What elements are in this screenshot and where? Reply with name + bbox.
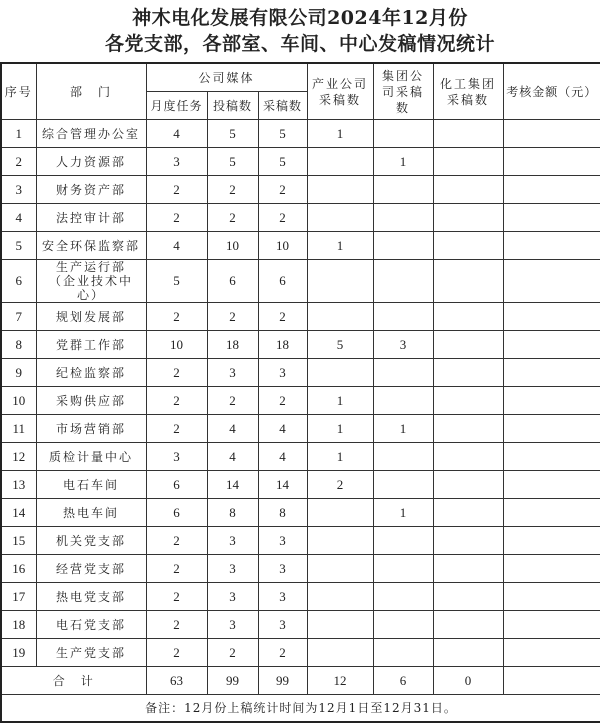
- chem-group-adopted-cell: [433, 471, 503, 499]
- assessment-amount-cell: [503, 260, 600, 303]
- submitted-cell: 3: [207, 611, 258, 639]
- adopted-cell: 2: [258, 303, 307, 331]
- seq-cell: 1: [1, 120, 36, 148]
- group-adopted-cell: 3: [373, 331, 433, 359]
- header-chem-group-adopted: 化工集团采稿数: [433, 63, 503, 120]
- monthly-task-cell: 2: [146, 204, 207, 232]
- group-adopted-cell: [373, 120, 433, 148]
- table-row: [1, 120, 600, 148]
- submitted-cell: 8: [207, 499, 258, 527]
- chem-group-adopted-cell: [433, 639, 503, 667]
- industry-adopted-cell: [307, 555, 373, 583]
- table-row: [1, 527, 600, 555]
- monthly-task-cell: 2: [146, 415, 207, 443]
- submitted-cell: 3: [207, 359, 258, 387]
- total-chem-group-adopted-cell: 0: [433, 667, 503, 695]
- submitted-cell: 3: [207, 527, 258, 555]
- monthly-task-cell: 10: [146, 331, 207, 359]
- industry-adopted-cell: 1: [307, 387, 373, 415]
- industry-adopted-cell: [307, 260, 373, 303]
- adopted-cell: 14: [258, 471, 307, 499]
- header-adopted: 采稿数: [258, 92, 307, 120]
- table-row: [1, 260, 600, 303]
- adopted-cell: 3: [258, 583, 307, 611]
- seq-cell: 3: [1, 176, 36, 204]
- group-adopted-cell: [373, 232, 433, 260]
- dept-cell: 党群工作部: [36, 331, 146, 359]
- document-title: [0, 0, 600, 63]
- seq-cell: 6: [1, 260, 36, 303]
- submitted-cell: 3: [207, 583, 258, 611]
- monthly-task-cell: 4: [146, 232, 207, 260]
- total-label: 合 计: [1, 667, 146, 695]
- seq-cell: 14: [1, 499, 36, 527]
- monthly-task-cell: 4: [146, 120, 207, 148]
- assessment-amount-cell: [503, 443, 600, 471]
- submitted-cell: 4: [207, 415, 258, 443]
- assessment-amount-cell: [503, 331, 600, 359]
- adopted-cell: 3: [258, 359, 307, 387]
- note-row: [1, 695, 600, 723]
- table-row: [1, 359, 600, 387]
- dept-cell: 电石党支部: [36, 611, 146, 639]
- table-row: [1, 331, 600, 359]
- table-row: [1, 232, 600, 260]
- chem-group-adopted-cell: [433, 359, 503, 387]
- seq-cell: 11: [1, 415, 36, 443]
- table-row: [1, 555, 600, 583]
- industry-adopted-cell: [307, 148, 373, 176]
- header-submitted: 投稿数: [207, 92, 258, 120]
- adopted-cell: 3: [258, 611, 307, 639]
- dept-cell: 电石车间: [36, 471, 146, 499]
- table-row: [1, 387, 600, 415]
- chem-group-adopted-cell: [433, 499, 503, 527]
- group-adopted-cell: [373, 303, 433, 331]
- group-adopted-cell: [373, 359, 433, 387]
- total-group-adopted-cell: 6: [373, 667, 433, 695]
- table-row: [1, 639, 600, 667]
- assessment-amount-cell: [503, 639, 600, 667]
- chem-group-adopted-cell: [433, 232, 503, 260]
- industry-adopted-cell: 1: [307, 232, 373, 260]
- chem-group-adopted-cell: [433, 303, 503, 331]
- chem-group-adopted-cell: [433, 120, 503, 148]
- dept-cell: 生产党支部: [36, 639, 146, 667]
- group-adopted-cell: [373, 555, 433, 583]
- dept-cell: 市场营销部: [36, 415, 146, 443]
- industry-adopted-cell: 1: [307, 415, 373, 443]
- table-row: [1, 303, 600, 331]
- header-seq: 序号: [1, 63, 36, 120]
- total-row: [1, 667, 600, 695]
- group-adopted-cell: [373, 583, 433, 611]
- dept-cell: 热电车间: [36, 499, 146, 527]
- adopted-cell: 18: [258, 331, 307, 359]
- submitted-cell: 14: [207, 471, 258, 499]
- industry-adopted-cell: [307, 583, 373, 611]
- assessment-amount-cell: [503, 387, 600, 415]
- submitted-cell: 2: [207, 204, 258, 232]
- adopted-cell: 10: [258, 232, 307, 260]
- assessment-amount-cell: [503, 527, 600, 555]
- monthly-task-cell: 2: [146, 387, 207, 415]
- industry-adopted-cell: 1: [307, 120, 373, 148]
- chem-group-adopted-cell: [433, 148, 503, 176]
- header-company-media: 公司媒体: [146, 63, 307, 92]
- dept-cell: 人力资源部: [36, 148, 146, 176]
- submitted-cell: 2: [207, 639, 258, 667]
- adopted-cell: 2: [258, 176, 307, 204]
- group-adopted-cell: [373, 204, 433, 232]
- dept-cell: 经营党支部: [36, 555, 146, 583]
- adopted-cell: 2: [258, 204, 307, 232]
- industry-adopted-cell: [307, 499, 373, 527]
- group-adopted-cell: [373, 471, 433, 499]
- assessment-amount-cell: [503, 359, 600, 387]
- assessment-amount-cell: [503, 499, 600, 527]
- seq-cell: 19: [1, 639, 36, 667]
- header-assessment-amount: 考核金额（元）: [503, 63, 600, 120]
- monthly-task-cell: 2: [146, 527, 207, 555]
- table-row: [1, 499, 600, 527]
- submitted-cell: 2: [207, 176, 258, 204]
- industry-adopted-cell: [307, 527, 373, 555]
- assessment-amount-cell: [503, 232, 600, 260]
- chem-group-adopted-cell: [433, 176, 503, 204]
- total-submitted-cell: 99: [207, 667, 258, 695]
- assessment-amount-cell: [503, 204, 600, 232]
- table-row: [1, 415, 600, 443]
- seq-cell: 16: [1, 555, 36, 583]
- monthly-task-cell: 2: [146, 639, 207, 667]
- submitted-cell: 5: [207, 120, 258, 148]
- industry-adopted-cell: [307, 639, 373, 667]
- industry-adopted-cell: 1: [307, 443, 373, 471]
- industry-adopted-cell: 5: [307, 331, 373, 359]
- monthly-task-cell: 2: [146, 303, 207, 331]
- chem-group-adopted-cell: [433, 260, 503, 303]
- monthly-task-cell: 2: [146, 583, 207, 611]
- group-adopted-cell: [373, 176, 433, 204]
- industry-adopted-cell: [307, 204, 373, 232]
- submitted-cell: 6: [207, 260, 258, 303]
- dept-cell: 规划发展部: [36, 303, 146, 331]
- dept-cell: 综合管理办公室: [36, 120, 146, 148]
- total-industry-adopted-cell: 12: [307, 667, 373, 695]
- chem-group-adopted-cell: [433, 415, 503, 443]
- dept-cell: 纪检监察部: [36, 359, 146, 387]
- chem-group-adopted-cell: [433, 443, 503, 471]
- seq-cell: 12: [1, 443, 36, 471]
- seq-cell: 9: [1, 359, 36, 387]
- group-adopted-cell: 1: [373, 148, 433, 176]
- group-adopted-cell: [373, 611, 433, 639]
- assessment-amount-cell: [503, 583, 600, 611]
- monthly-task-cell: 3: [146, 148, 207, 176]
- submitted-cell: 3: [207, 555, 258, 583]
- seq-cell: 17: [1, 583, 36, 611]
- assessment-amount-cell: [503, 176, 600, 204]
- group-adopted-cell: [373, 260, 433, 303]
- header-group-adopted: 集团公司采稿数: [373, 63, 433, 120]
- group-adopted-cell: 1: [373, 499, 433, 527]
- total-adopted-cell: 99: [258, 667, 307, 695]
- dept-cell: 质检计量中心: [36, 443, 146, 471]
- assessment-amount-cell: [503, 120, 600, 148]
- group-adopted-cell: [373, 443, 433, 471]
- table-row: [1, 611, 600, 639]
- monthly-task-cell: 2: [146, 176, 207, 204]
- adopted-cell: 4: [258, 415, 307, 443]
- adopted-cell: 8: [258, 499, 307, 527]
- submitted-cell: 2: [207, 387, 258, 415]
- chem-group-adopted-cell: [433, 611, 503, 639]
- seq-cell: 18: [1, 611, 36, 639]
- table-row: [1, 471, 600, 499]
- industry-adopted-cell: [307, 303, 373, 331]
- assessment-amount-cell: [503, 303, 600, 331]
- statistics-table: [0, 62, 600, 723]
- title-line-1: 神木电化发展有限公司2024年12月份: [132, 7, 468, 29]
- seq-cell: 15: [1, 527, 36, 555]
- submitted-cell: 18: [207, 331, 258, 359]
- assessment-amount-cell: [503, 611, 600, 639]
- note-text: 备注：12月份上稿统计时间为12月1日至12月31日。: [1, 695, 600, 723]
- dept-cell: 机关党支部: [36, 527, 146, 555]
- title-line-2: 各党支部，各部室、车间、中心发稿情况统计: [104, 33, 495, 55]
- industry-adopted-cell: [307, 176, 373, 204]
- dept-cell: 采购供应部: [36, 387, 146, 415]
- chem-group-adopted-cell: [433, 204, 503, 232]
- table-row: [1, 443, 600, 471]
- adopted-cell: 4: [258, 443, 307, 471]
- monthly-task-cell: 3: [146, 443, 207, 471]
- chem-group-adopted-cell: [433, 527, 503, 555]
- header-row-1: [1, 63, 600, 92]
- monthly-task-cell: 5: [146, 260, 207, 303]
- table-row: [1, 148, 600, 176]
- monthly-task-cell: 2: [146, 359, 207, 387]
- submitted-cell: 4: [207, 443, 258, 471]
- total-assessment-amount-cell: [503, 667, 600, 695]
- monthly-task-cell: 6: [146, 471, 207, 499]
- group-adopted-cell: [373, 387, 433, 415]
- seq-cell: 2: [1, 148, 36, 176]
- seq-cell: 5: [1, 232, 36, 260]
- monthly-task-cell: 2: [146, 555, 207, 583]
- table-row: [1, 583, 600, 611]
- adopted-cell: 3: [258, 555, 307, 583]
- adopted-cell: 5: [258, 148, 307, 176]
- dept-cell: 财务资产部: [36, 176, 146, 204]
- table-row: [1, 204, 600, 232]
- assessment-amount-cell: [503, 471, 600, 499]
- adopted-cell: 6: [258, 260, 307, 303]
- industry-adopted-cell: [307, 611, 373, 639]
- monthly-task-cell: 2: [146, 611, 207, 639]
- chem-group-adopted-cell: [433, 583, 503, 611]
- seq-cell: 7: [1, 303, 36, 331]
- assessment-amount-cell: [503, 148, 600, 176]
- submitted-cell: 5: [207, 148, 258, 176]
- industry-adopted-cell: [307, 359, 373, 387]
- seq-cell: 13: [1, 471, 36, 499]
- assessment-amount-cell: [503, 415, 600, 443]
- table-row: [1, 176, 600, 204]
- chem-group-adopted-cell: [433, 331, 503, 359]
- group-adopted-cell: 1: [373, 415, 433, 443]
- seq-cell: 10: [1, 387, 36, 415]
- adopted-cell: 5: [258, 120, 307, 148]
- industry-adopted-cell: 2: [307, 471, 373, 499]
- adopted-cell: 3: [258, 527, 307, 555]
- adopted-cell: 2: [258, 639, 307, 667]
- chem-group-adopted-cell: [433, 387, 503, 415]
- seq-cell: 8: [1, 331, 36, 359]
- assessment-amount-cell: [503, 555, 600, 583]
- dept-cell: 生产运行部（企业技术中心）: [36, 260, 146, 303]
- dept-cell: 安全环保监察部: [36, 232, 146, 260]
- monthly-task-cell: 6: [146, 499, 207, 527]
- adopted-cell: 2: [258, 387, 307, 415]
- header-monthly-task: 月度任务: [146, 92, 207, 120]
- header-industry-adopted: 产业公司采稿数: [307, 63, 373, 120]
- dept-cell: 法控审计部: [36, 204, 146, 232]
- group-adopted-cell: [373, 639, 433, 667]
- dept-cell: 热电党支部: [36, 583, 146, 611]
- submitted-cell: 10: [207, 232, 258, 260]
- seq-cell: 4: [1, 204, 36, 232]
- chem-group-adopted-cell: [433, 555, 503, 583]
- submitted-cell: 2: [207, 303, 258, 331]
- group-adopted-cell: [373, 527, 433, 555]
- total-monthly-task-cell: 63: [146, 667, 207, 695]
- header-dept: 部 门: [36, 63, 146, 120]
